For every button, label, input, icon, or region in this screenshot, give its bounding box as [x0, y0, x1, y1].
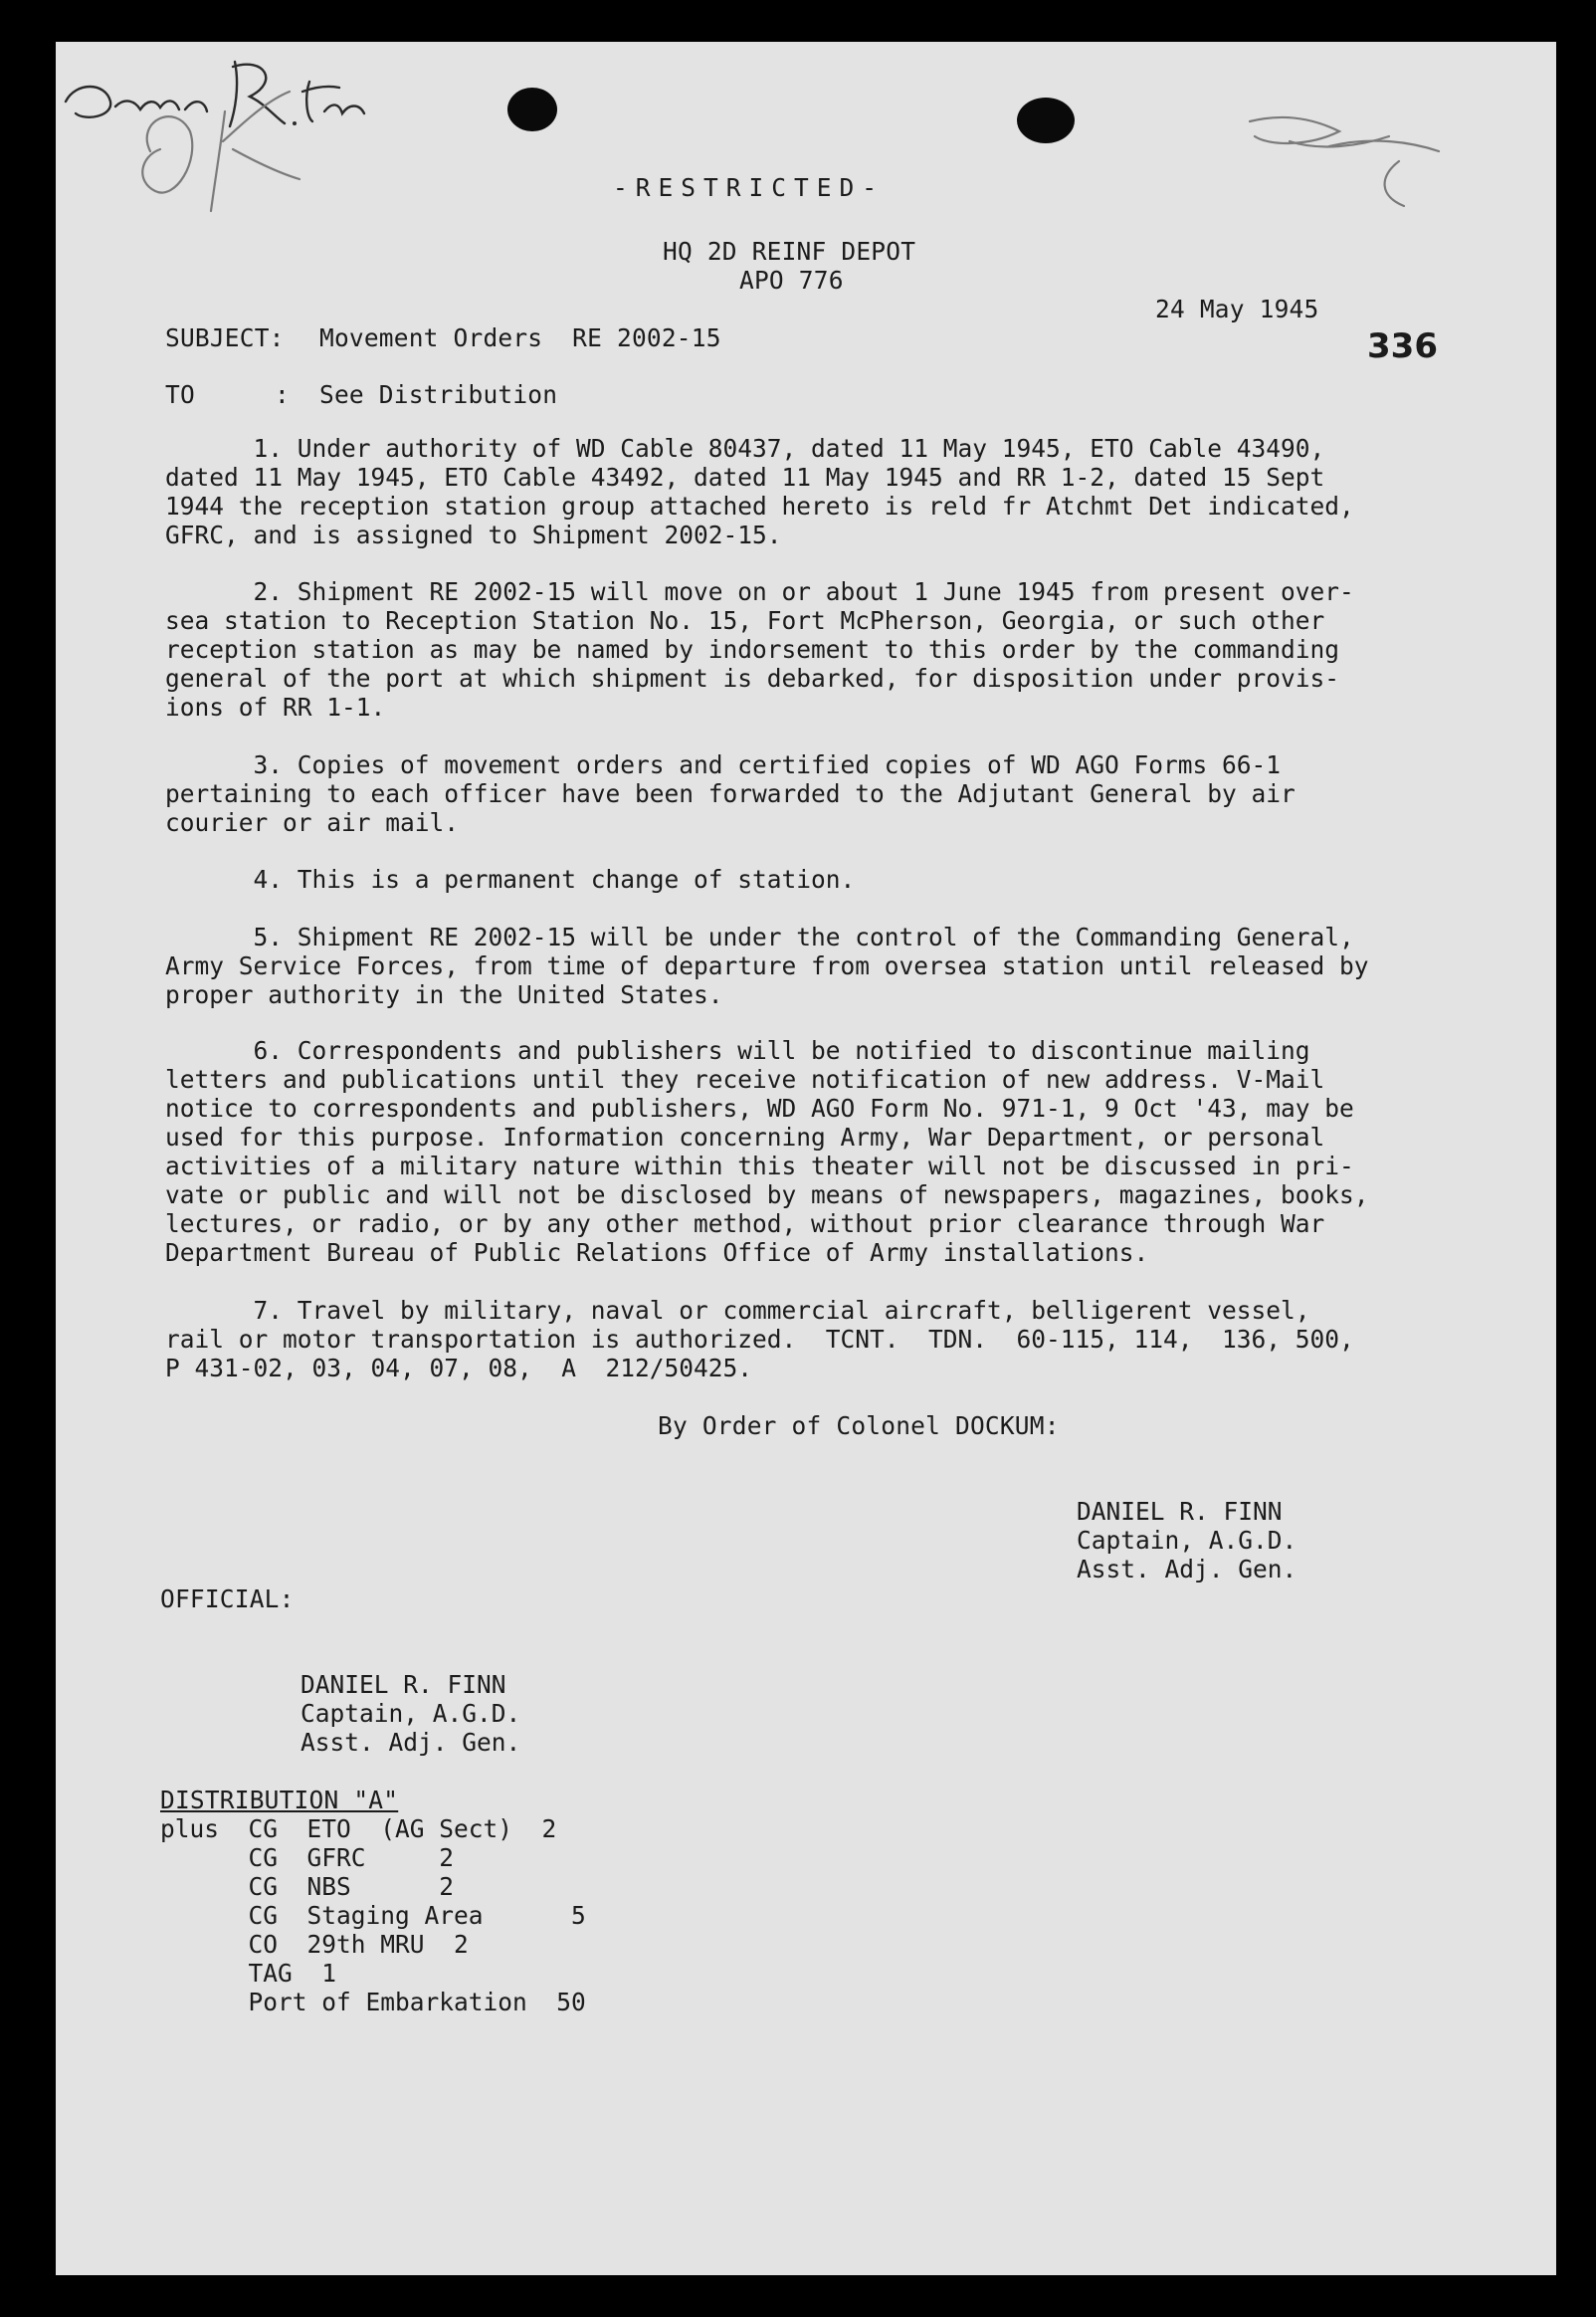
paragraph-4: 4. This is a permanent change of station. — [165, 865, 856, 894]
margin-note-top-left — [115, 62, 344, 231]
paragraph-7: 7. Travel by military, naval or commercial aircraft, belligerent vessel, rail or motor transportation is authorized. TCNT. TDN. 60-115, 114, 136, 500, P 431-02, 03, 04, 07, 08, A 212/50425. — [165, 1296, 1354, 1382]
subject-value: Movement Orders RE 2002-15 — [319, 323, 721, 352]
to-label: TO — [165, 380, 195, 409]
unit-heading: HQ 2D REINF DEPOT — [663, 237, 916, 266]
paragraph-3: 3. Copies of movement orders and certified copies of WD AGO Forms 66-1 pertaining to each officer have been forwarded to the Adjutant General by air courier or air mail. — [165, 750, 1296, 837]
to-value: See Distribution — [319, 380, 558, 409]
document-page — [56, 42, 1556, 2275]
by-order-line: By Order of Colonel DOCKUM: — [658, 1411, 1060, 1440]
document-number: 336 — [1367, 326, 1438, 366]
paragraph-6: 6. Correspondents and publishers will be notified to discontinue mailing letters and publications until they receive notification of new address. V-Mail notice to correspondents and publishers, WD AGO Form No. 971-1, 9 Oct '43, may be used for this purpose. Information concerning Army, War Department, or personal activities of a military nature within this theater will not be discussed in pri- vate or public and will not be disclosed by means of newspapers, magazines, books, lectures, or radio, or by any other method, without prior clearance through War Department Bureau of Public Relations Office of Army installations. — [165, 1036, 1369, 1267]
official-label: OFFICIAL: — [160, 1584, 295, 1613]
commander-signature-block: DANIEL R. FINN Captain, A.G.D. Asst. Adj. Gen. — [1077, 1497, 1297, 1583]
punch-hole-left — [507, 88, 557, 131]
classification-marking: -RESTRICTED- — [613, 173, 886, 202]
official-signature-block: DANIEL R. FINN Captain, A.G.D. Asst. Adj. Gen. — [300, 1670, 521, 1757]
subject-label: SUBJECT: — [165, 323, 285, 352]
apo-heading: APO 776 — [739, 266, 844, 295]
document-date: 24 May 1945 — [1155, 295, 1319, 323]
paragraph-5: 5. Shipment RE 2002-15 will be under the control of the Commanding General, Army Service Forces, from time of departure from oversea station until released by proper authority in the United States. — [165, 923, 1369, 1009]
punch-hole-right — [1017, 98, 1075, 143]
paragraph-2: 2. Shipment RE 2002-15 will move on or about 1 June 1945 from present over- sea station to Reception Station No. 15, Fort McPherson, Georgia, or such other reception station as may be named by indorsement to this order by the commanding general of the port at which shipment is debarked, for disposition under provis- ions of RR 1-1. — [165, 577, 1354, 722]
distribution-list: plus CG ETO (AG Sect) 2 CG GFRC 2 CG NBS 2 CG Staging Area 5 CO 29th MRU 2 TAG 1 Port of Embarkation 50 — [160, 1814, 586, 2016]
to-colon: : — [275, 380, 290, 409]
margin-note-top-right — [1230, 92, 1469, 221]
distribution-heading: DISTRIBUTION "A" — [160, 1786, 399, 1814]
paragraph-1: 1. Under authority of WD Cable 80437, dated 11 May 1945, ETO Cable 43490, dated 11 May 1945, ETO Cable 43492, dated 11 May 1945 and RR 1-2, dated 15 Sept 1944 the reception station group attached hereto is reld fr Atchmt Det indicated, GFRC, and is assigned to Shipment 2002-15. — [165, 434, 1354, 549]
